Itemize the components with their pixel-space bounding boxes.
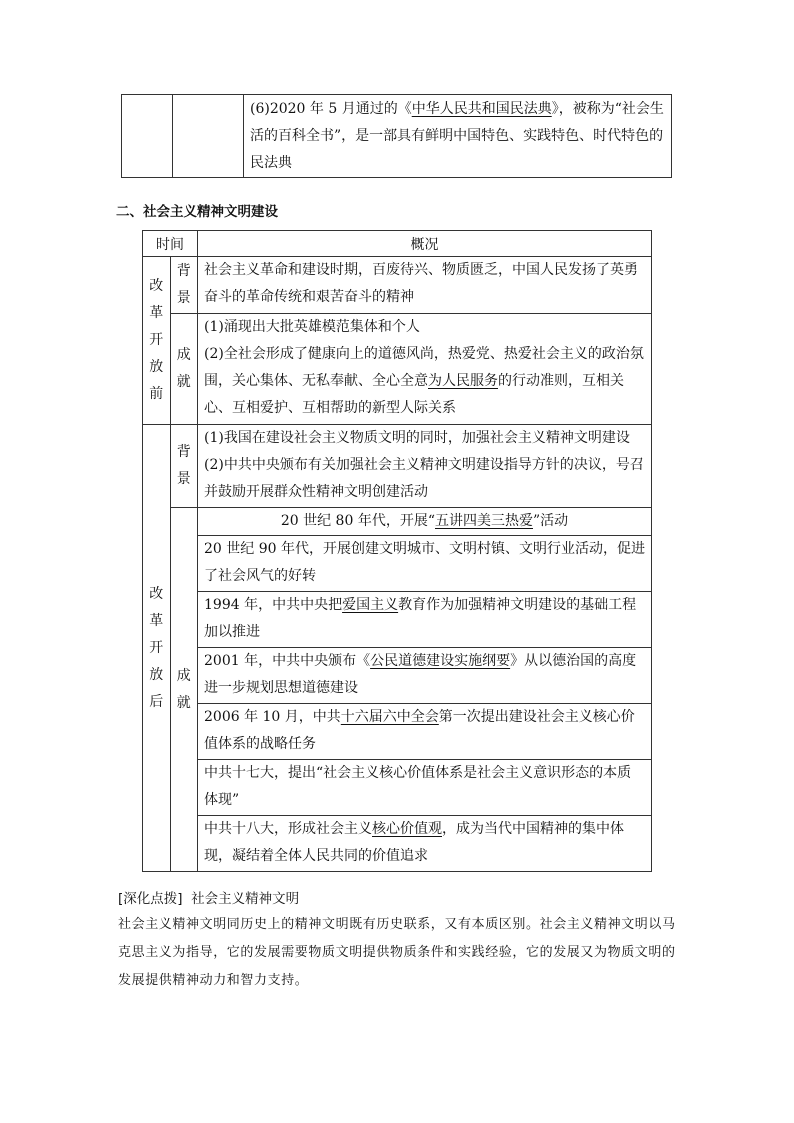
table-row [143,760,652,816]
label-achievement: 成 就 [170,508,198,872]
achievement-2-text: (2)全社会形成了健康向上的道德风尚，热爱党、热爱社会主义的政治氛围，关心集体、无私奉献、全心全意为人民服务的行动准则，互相关心、互相爱护、互相帮助的新型人际关系 [204,346,644,416]
table-header-row [143,231,652,257]
table-row [143,257,652,314]
table-row [143,648,652,704]
empty-cell [122,95,173,178]
label-background: 背 景 [170,257,198,314]
table-row [143,592,652,648]
table-cell: 20 世纪 90 年代，开展创建文明城市、文明村镇、文明行业活动，促进了社会风气的好转 [198,536,652,592]
deep-insight-paragraph: 社会主义精神文明同历史上的精神文明既有历史联系，又有本质区别。社会主义精神文明以马克思主义为指导，它的发展需要物质文明提供物质条件和实践经验，它的发展又为物质文明的发展提供精神动力和智力支持。 [118,917,676,988]
label-achievement: 成 就 [170,314,198,425]
table-row [143,425,652,508]
table-row [122,95,672,178]
table-cell: 1994 年，中共中央把爱国主义教育作为加强精神文明建设的基础工程加以推进 [198,592,652,648]
header-summary: 概况 [198,231,652,257]
table-row [143,704,652,760]
section-heading: 二、社会主义精神文明建设 [116,204,278,220]
table-cell: 2001 年，中共中央颁布《公民道德建设实施纲要》从以德治国的高度进一步规划思想道德建设 [198,648,652,704]
table-cell: 20 世纪 80 年代，开展“五讲四美三热爱”活动 [198,508,652,536]
table-cell: (1)我国在建设社会主义物质文明的同时，加强社会主义精神文明建设 (2)中共中央颁布有关加强社会主义精神文明建设指导方针的决议，号召并鼓励开展群众性精神文明创建活动 [198,425,652,508]
label-background: 背 景 [170,425,198,508]
table-row [143,816,652,872]
period-after-reform: 改 革 开 放 后 [143,425,171,872]
law-item-text: (6)2020 年 5 月通过的《中华人民共和国民法典》，被称为“社会生活的百科全书”，是一部具有鲜明中国特色、实践特色、时代特色的民法典 [250,101,664,171]
empty-cell [173,95,244,178]
continued-table [121,94,672,178]
table-row [143,536,652,592]
civil-code-link-text: 中华人民共和国民法典 [411,101,552,117]
table-cell: 中共十八大，形成社会主义核心价值观，成为当代中国精神的集中体现，凝结着全体人民共同的价值追求 [198,816,652,872]
table-cell: 2006 年 10 月，中共十六届六中全会第一次提出建设社会主义核心价值体系的战略任务 [198,704,652,760]
table-cell [244,95,672,178]
table-row [143,314,652,425]
spiritual-civilization-table [142,230,652,872]
table-cell: (1)涌现出大批英雄模范集体和个人 (2)全社会形成了健康向上的道德风尚，热爱党、热爱社会主义的政治氛围，关心集体、无私奉献、全心全意为人民服务的行动准则，互相关心、互相爱护、互相帮助的新型人际关系 [198,314,652,425]
table-cell: 中共十七大，提出“社会主义核心价值体系是社会主义意识形态的本质体现” [198,760,652,816]
deep-insight-heading: [深化点拨] 社会主义精神文明 [118,891,300,907]
table-cell: 社会主义革命和建设时期，百废待兴、物质匮乏，中国人民发扬了英勇奋斗的革命传统和艰苦奋斗的精神 [198,257,652,314]
table-row [143,508,652,536]
period-before-reform: 改 革 开 放 前 [143,257,171,425]
header-time: 时间 [143,231,198,257]
